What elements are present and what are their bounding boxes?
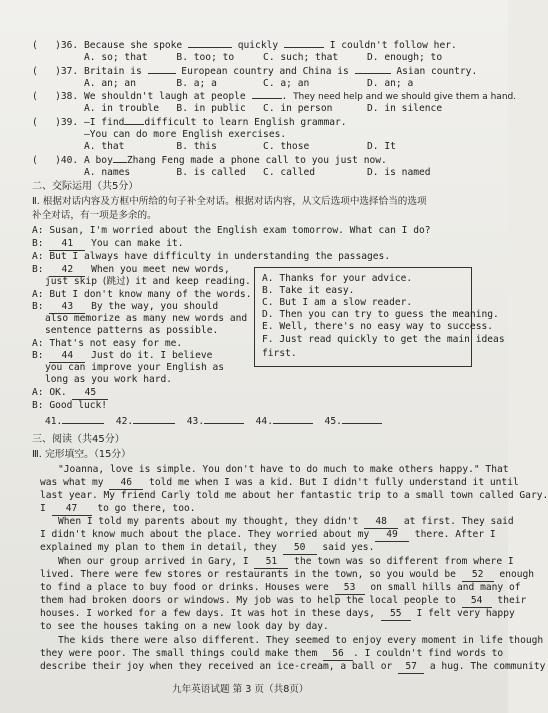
dialogue-line: sentence patterns as possible. [45, 325, 219, 336]
passage-line: The kids there were also different. They seemed to enjoy every moment in life though [58, 635, 544, 646]
section-2-instruction-2: 补全对话，有一项是多余的。 [32, 210, 157, 221]
passage-line: explained my plan to them in detail, they 50 said yes. [40, 542, 375, 553]
passage-line: to find a place to buy food or drinks. Houses were 53 on small hills and many of [40, 582, 521, 593]
dialogue-line: B: 43 By the way, you should [32, 301, 219, 312]
options-box [254, 267, 505, 367]
question-37: ( )37. Britain is European country and China is Asian country. [32, 66, 478, 77]
dialogue-line: B: 44 Just do it. I believe [32, 350, 213, 361]
dialogue-line: B: 42 When you meet new words, [32, 264, 230, 275]
dialogue-line: long as you work hard. [45, 374, 173, 385]
passage-line: lived. There were few stores or restaurants in the town, so you would be 52 enough [40, 569, 535, 580]
option-item: C. But I am a slow reader. [262, 297, 413, 308]
question-39: ( )39. —I find difficult to learn English grammar. [32, 117, 347, 128]
option-item: first. [262, 348, 297, 359]
section-3-subtitle: Ⅲ. 完形填空。（15分） [32, 449, 131, 460]
options-37: A. an; an B. a; a C. a; an D. an; a [84, 78, 414, 89]
dialogue-line: B: 41 You can make it. [32, 238, 184, 249]
passage-line: I 47 to go there, too. [40, 503, 196, 514]
dialogue-line: also memorize as many new words and [45, 313, 248, 324]
dialogue-line: A: But I always have difficulty in understanding the passages. [32, 251, 391, 262]
options-39: A. that B. this C. those D. It [84, 141, 396, 152]
passage-line: they were poor. The small things could make them 56 . I couldn't find words to [40, 648, 504, 659]
dialogue-line: A: But I don't know many of the words. [32, 289, 252, 300]
section-2-instruction-1: Ⅱ. 根据对话内容及方框中所给的句子补全对话。根据对话内容，从文后选项中选择恰当的选项 [32, 196, 427, 207]
passage-line: was what my 46 told me when I was a kid. But I didn't fully understand it until [40, 477, 519, 488]
dialogue-line: A: Susan, I'm worried about the English exam tomorrow. What can I do? [32, 225, 431, 236]
passage-line: houses. I worked for a few days. It was hot in these days, 55 I felt very happy [40, 608, 515, 619]
passage-line: to see the houses taking on a new look day by day. [40, 621, 329, 632]
dialogue-line: just skip (跳过) it and keep reading. [45, 276, 251, 287]
options-36: A. so; that B. too; to C. such; that D. enough; to [84, 52, 443, 63]
passage-line: When I told my parents about my thought, they didn't 48 at first. They said [58, 516, 514, 527]
passage-line: them had broken doors or windows. My job was to help the local people to 54 their [40, 595, 527, 606]
dialogue-line: B: Good luck! [32, 400, 108, 411]
dialogue-line: A: OK. 45 [32, 387, 108, 400]
section-2-title: 二、交际运用（共5分） [32, 181, 139, 192]
option-item: A. Thanks for your advice. [262, 273, 413, 284]
option-item: B. Take it easy. [262, 285, 355, 296]
page-footer: 九年英语试题 第 3 页（共8页） [172, 684, 309, 695]
passage-line: last year. My friend Carly told me about her fantastic trip to a small town called Gary. [40, 490, 548, 501]
passage-line: I didn't know much about the place. They worried about my 49 there. After I [40, 529, 496, 540]
question-38: ( )38. We shouldn't laugh at people . They need help and we should give them a hand. [32, 91, 517, 102]
dialogue-line: you can improve your English as [45, 362, 225, 373]
options-40: A. names B. is called C. called D. is named [84, 167, 431, 178]
passage-line: "Joanna, love is simple. You don't have to do much to make others happy." That [58, 464, 509, 475]
answer-blanks: 41. 42. 43. 44. 45. [45, 416, 382, 428]
section-3-title: 三、阅读（共45分） [32, 434, 125, 445]
options-38: A. in trouble B. in public C. in person D. in silence [84, 103, 443, 114]
question-40: ( )40. A boy Zhang Feng made a phone call to you just now. [32, 155, 387, 166]
option-item: F. Just read quickly to get the main ideas [262, 334, 505, 345]
passage-line: When our group arrived in Gary, I 51 the town was so different from where I [58, 556, 514, 567]
question-39-reply: —You can do more English exercises. [84, 129, 287, 140]
option-item: E. Well, there's no easy way to success. [262, 321, 494, 332]
option-item: D. Then you can try to guess the meaning. [262, 309, 499, 320]
passage-line: describe their joy when they received an ice-cream, a ball or 57 a hug. The community [40, 661, 546, 672]
question-36: ( )36. Because she spoke quickly I couldn't follow her. [32, 40, 457, 51]
dialogue-line: A: That's not easy for me. [32, 338, 183, 349]
